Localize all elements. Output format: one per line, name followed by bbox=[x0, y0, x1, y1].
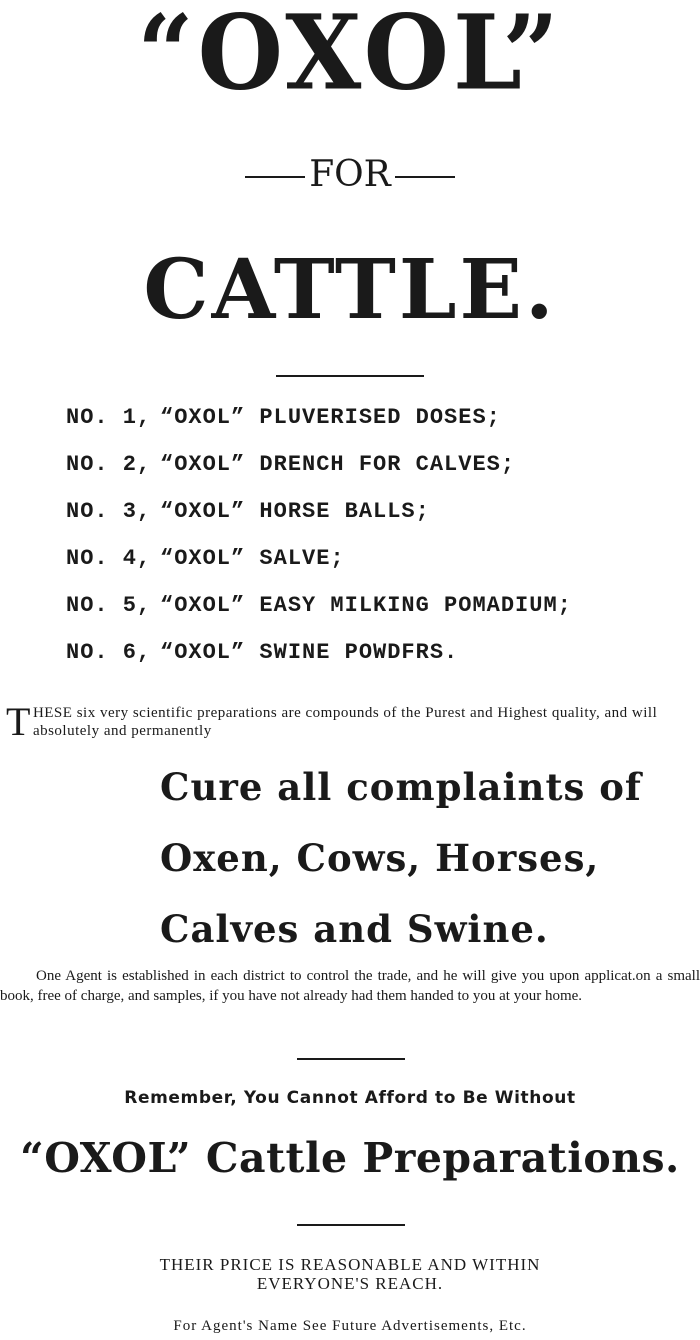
price-statement bbox=[0, 1255, 700, 1293]
product-item bbox=[66, 499, 572, 546]
cure-line: Cure all complaints of bbox=[160, 765, 642, 809]
product-number: NO. 1, bbox=[66, 405, 152, 430]
advert-title: “OXOL” bbox=[137, 0, 563, 114]
product-item bbox=[66, 546, 572, 593]
cure-line: Oxen, Cows, Horses, bbox=[160, 836, 600, 880]
product-list bbox=[66, 405, 572, 687]
intro-text: HESE six very scientific preparations are compounds of the Purest and Highest quality, and will absolutely and permanently bbox=[32, 705, 658, 739]
product-number: NO. 5, bbox=[66, 593, 152, 618]
product-name: “OXOL” EASY MILKING POMADIUM; bbox=[160, 593, 572, 618]
product-number: NO. 3, bbox=[66, 499, 152, 524]
divider-rule bbox=[297, 1058, 405, 1060]
cure-line: Calves and Swine. bbox=[160, 907, 549, 951]
divider-rule bbox=[297, 1224, 405, 1226]
product-item bbox=[66, 640, 572, 687]
product-item bbox=[66, 593, 572, 640]
footer-note: For Agent's Name See Future Advertisements, Etc. bbox=[173, 1318, 527, 1334]
product-name: “OXOL” SWINE POWDFRS. bbox=[160, 640, 459, 665]
right-dash bbox=[395, 176, 455, 178]
preparations-heading: “OXOL” Cattle Preparations. bbox=[20, 1134, 680, 1182]
price-line-2: EVERYONE'S REACH. bbox=[256, 1274, 444, 1293]
product-number: NO. 4, bbox=[66, 546, 152, 571]
price-line-1: THEIR PRICE IS REASONABLE AND WITHIN bbox=[159, 1255, 541, 1274]
product-name: “OXOL” HORSE BALLS; bbox=[160, 499, 430, 524]
product-name: “OXOL” PLUVERISED DOSES; bbox=[160, 405, 501, 430]
for-line bbox=[0, 150, 700, 200]
product-name: “OXOL” DRENCH FOR CALVES; bbox=[160, 452, 516, 477]
product-item bbox=[66, 452, 572, 499]
cattle-heading: CATTLE. bbox=[143, 242, 557, 338]
left-dash bbox=[245, 176, 305, 178]
agent-paragraph bbox=[0, 966, 700, 1006]
drop-cap: T bbox=[6, 699, 31, 744]
product-item bbox=[66, 405, 572, 452]
for-label: FOR bbox=[309, 154, 391, 195]
remember-line: Remember, You Cannot Afford to Be Without bbox=[124, 1088, 576, 1108]
intro-paragraph bbox=[6, 699, 694, 744]
product-number: NO. 6, bbox=[66, 640, 152, 665]
product-number: NO. 2, bbox=[66, 452, 152, 477]
product-name: “OXOL” SALVE; bbox=[160, 546, 345, 571]
cure-claims bbox=[160, 765, 642, 978]
divider-rule bbox=[276, 375, 424, 377]
agent-text: One Agent is established in each district to control the trade, and he will give you upon applicat.on a small book, free of charge, and samples, if you have not already had them handed to you at your home. bbox=[0, 968, 700, 1004]
